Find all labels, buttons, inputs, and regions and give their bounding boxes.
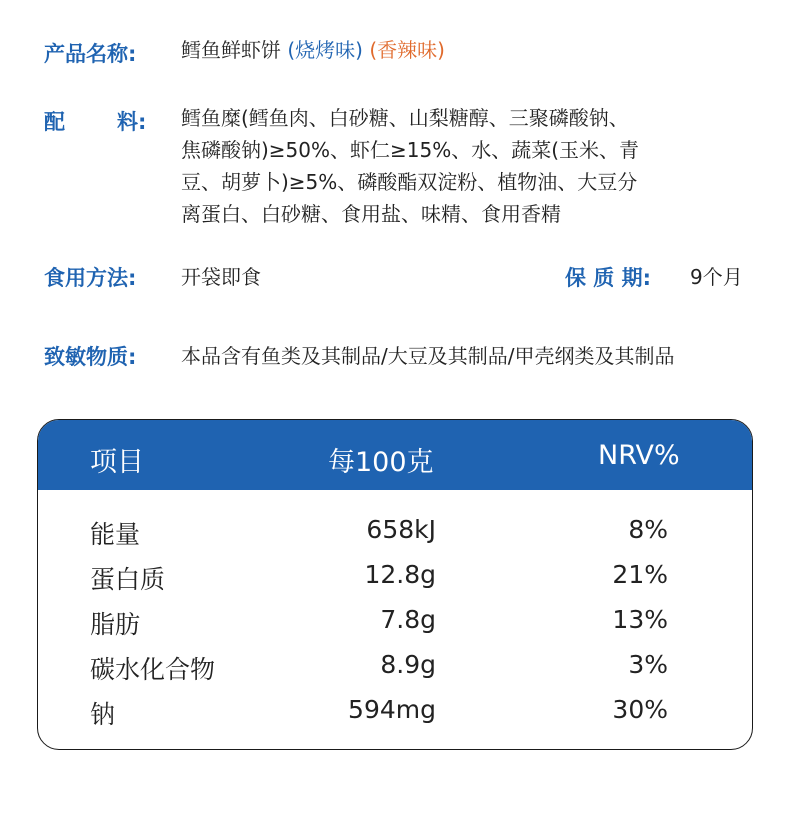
flavor-bbq: (烧烤味)	[287, 38, 363, 62]
table-row	[38, 691, 752, 736]
nutrient-nrv: 13%	[612, 605, 668, 634]
ingredients-line: 焦磷酸钠)≥50%、虾仁≥15%、水、蔬菜(玉米、青	[181, 138, 640, 162]
nutrient-amount: 8.9g	[380, 650, 436, 679]
nutrient-amount: 594mg	[348, 695, 436, 724]
allergen-value: 本品含有鱼类及其制品/大豆及其制品/甲壳纲类及其制品	[181, 344, 675, 368]
header-nrv: NRV%	[598, 440, 680, 471]
nutrient-nrv: 30%	[612, 695, 668, 724]
nutrient-nrv: 21%	[612, 560, 668, 589]
nutrient-name: 能量	[90, 520, 141, 549]
nutrition-table	[37, 419, 753, 750]
header-item: 项目	[90, 447, 144, 478]
ingredients-line: 离蛋白、白砂糖、食用盐、味精、食用香精	[181, 202, 561, 226]
nutrient-name: 钠	[90, 700, 116, 729]
nutrient-nrv: 3%	[628, 650, 668, 679]
shelf-life-value: 9个月	[690, 265, 743, 289]
flavor-spicy: (香辣味)	[369, 38, 445, 62]
nutrient-name: 蛋白质	[90, 565, 166, 594]
nutrient-amount: 12.8g	[364, 560, 436, 589]
nutrient-name: 脂肪	[90, 610, 141, 639]
nutrition-table-header	[38, 420, 752, 490]
nutrient-name: 碳水化合物	[90, 655, 216, 684]
product-name-value	[181, 34, 445, 66]
allergen-label: 致敏物质:	[44, 345, 137, 369]
table-row	[38, 601, 752, 646]
nutrition-table-body	[38, 511, 752, 736]
table-row	[38, 556, 752, 601]
ingredients-line: 豆、胡萝卜)≥5%、磷酸酯双淀粉、植物油、大豆分	[181, 170, 638, 194]
usage-label: 食用方法:	[44, 266, 137, 290]
table-row	[38, 646, 752, 691]
nutrient-amount: 658kJ	[366, 515, 436, 544]
product-name-label: 产品名称:	[44, 42, 137, 66]
ingredients-text	[181, 102, 639, 230]
header-per-100g: 每100克	[328, 447, 434, 478]
ingredients-label	[44, 106, 146, 136]
ingredients-line: 鳕鱼糜(鳕鱼肉、白砂糖、山梨糖醇、三聚磷酸钠、	[181, 106, 629, 130]
shelf-life-label: 保 质 期:	[565, 266, 652, 290]
nutrient-nrv: 8%	[628, 515, 668, 544]
ingredients-label-part-2: 料:	[117, 110, 147, 134]
ingredients-label-part-1: 配	[44, 110, 65, 134]
usage-value: 开袋即食	[181, 265, 261, 289]
table-row	[38, 511, 752, 556]
nutrient-amount: 7.8g	[380, 605, 436, 634]
product-name: 鳕鱼鲜虾饼	[181, 38, 281, 62]
